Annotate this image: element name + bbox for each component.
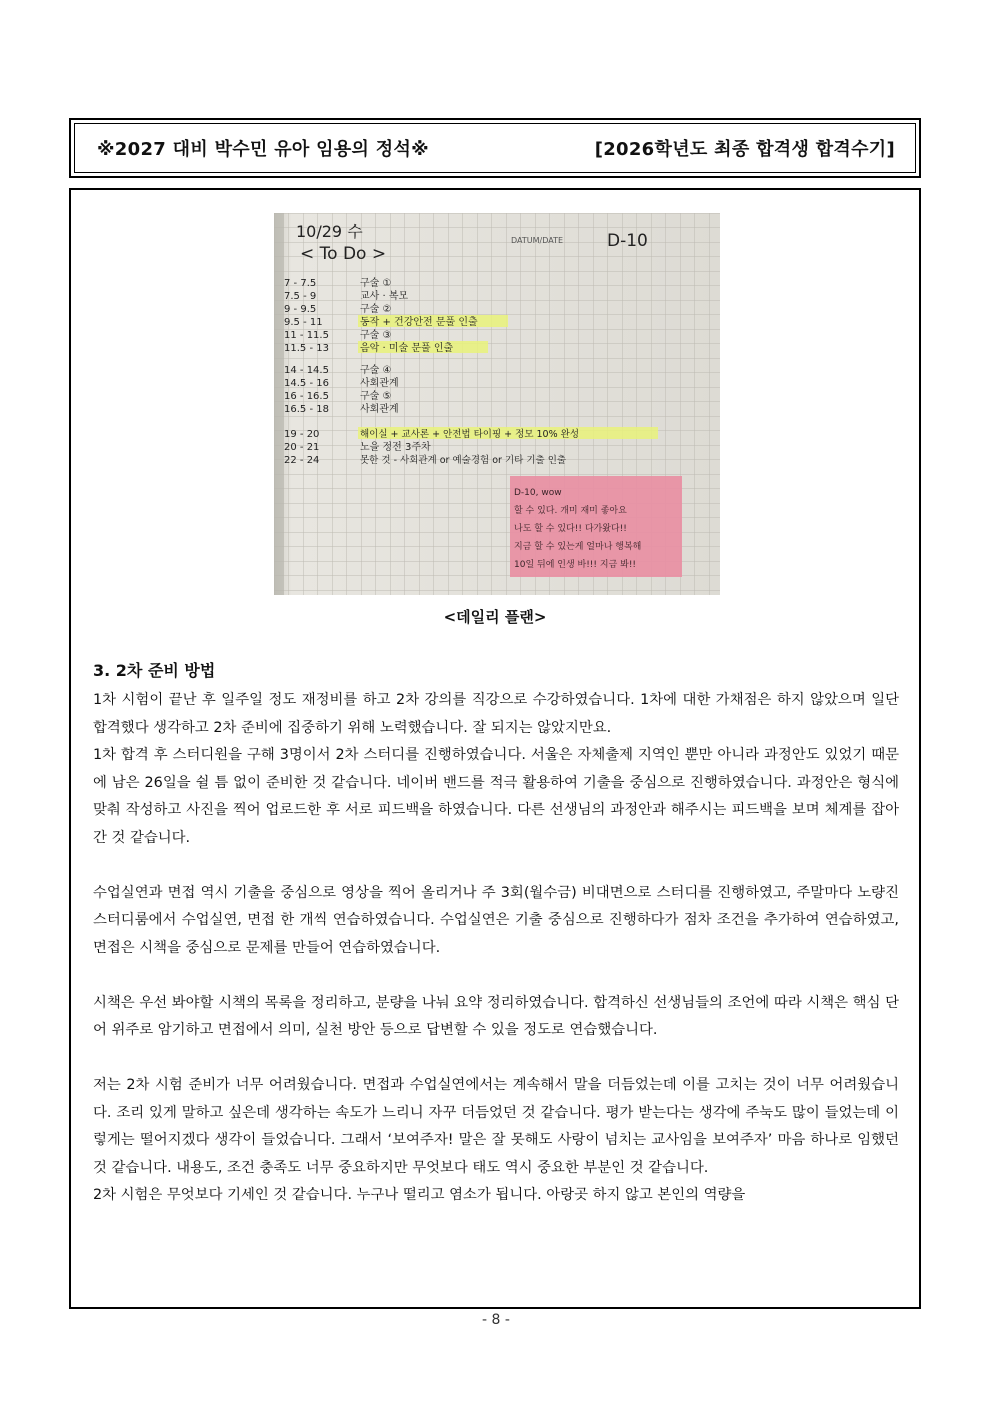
schedule-time: 20 - 21 bbox=[284, 442, 320, 453]
header-right-title: [2026학년도 최종 합격생 합격수기] bbox=[594, 139, 895, 160]
dday-label: D-10 bbox=[607, 231, 648, 251]
schedule-task: 구술 ⑤ bbox=[360, 391, 392, 402]
schedule-time: 11 - 11.5 bbox=[284, 330, 329, 341]
planner-notebook-image bbox=[274, 213, 720, 595]
schedule-time: 14.5 - 16 bbox=[284, 378, 329, 389]
schedule-task: 못한 것 - 사회관계 or 예술경험 or 기타 기출 인출 bbox=[360, 455, 567, 466]
header-left-title: ※2027 대비 박수민 유아 임용의 정석※ bbox=[97, 139, 429, 160]
schedule-time: 14 - 14.5 bbox=[284, 365, 329, 376]
paragraph-5: 저는 2차 시험 준비가 너무 어려웠습니다. 면접과 수업실연에서는 계속해서 말을 더듬었는데 이를 고치는 것이 너무 어려웠습니다. 조리 있게 말하고 싶은데 생각하는 속도가 느리니 자꾸 더듬었던 것 같습니다. 평가 받는다는 생각에 주눅도 많이 들었는데 이렇게는 떨어지겠다 생각이 들었습니다. 그래서 ‘보여주자! 말은 잘 못해도 사랑이 넘치는 교사임을 보여주자’ 마음 하나로 임했던 것 같습니다. 내용도, 조건 충족도 너무 중요하지만 무엇보다 태도 역시 중요한 부분인 것 같습니다. bbox=[93, 1077, 899, 1176]
notebook-edge bbox=[274, 213, 284, 595]
schedule-task: 구술 ③ bbox=[360, 330, 392, 341]
paragraph-2: 1차 합격 후 스터디원을 구해 3명이서 2차 스터디를 진행하였습니다. 서울은 자체출제 지역인 뿐만 아니라 과정안도 있었기 때문에 남은 26일을 쉴 틈 없이 준비한 것 같습니다. 네이버 밴드를 적극 활용하여 기출을 중심으로 진행하였습니다. 과정안은 형식에 맞춰 작성하고 사진을 찍어 업로드한 후 서로 피드백을 하였습니다. 다른 선생님의 과정안과 해주시는 피드백을 보며 체계를 잡아간 것 같습니다. bbox=[93, 747, 899, 846]
body-text bbox=[93, 687, 899, 1210]
schedule-time: 9 - 9.5 bbox=[284, 304, 317, 315]
page-number: - 8 - bbox=[482, 1312, 510, 1328]
daily-plan-photo bbox=[274, 213, 720, 595]
schedule-time: 19 - 20 bbox=[284, 429, 320, 440]
schedule-time: 7.5 - 9 bbox=[284, 291, 317, 302]
schedule-task: 구술 ④ bbox=[360, 365, 392, 376]
schedule-task: 사회관계 bbox=[360, 404, 399, 415]
header-inner-border bbox=[74, 123, 916, 173]
paragraph-3: 수업실연과 면접 역시 기출을 중심으로 영상을 찍어 올리거나 주 3회(월수금) 비대면으로 스터디를 진행하였고, 주말마다 노량진 스터디룸에서 수업실연, 면접 한 개씩 연습하였습니다. 수업실연은 기출 중심으로 진행하다가 점차 조건을 추가하여 연습하였고, 면접은 시책을 중심으로 문제를 만들어 연습하였습니다. bbox=[93, 884, 899, 956]
section-title: 3. 2차 준비 방법 bbox=[93, 661, 216, 680]
schedule-task: 사회관계 bbox=[360, 378, 399, 389]
content-box bbox=[69, 188, 921, 1309]
schedule-time: 22 - 24 bbox=[284, 455, 320, 466]
schedule-task: 음악 · 미술 문풀 인출 bbox=[360, 343, 454, 354]
sticky-note-line: 나도 할 수 있다!! 다가왔다!! bbox=[514, 524, 627, 534]
schedule-time: 11.5 - 13 bbox=[284, 343, 329, 354]
sticky-note-line: D-10, wow bbox=[514, 488, 562, 498]
paragraph-1: 1차 시험이 끝난 후 일주일 정도 재정비를 하고 2차 강의를 직강으로 수강하였습니다. 1차에 대한 가채점은 하지 않았으며 일단 합격했다 생각하고 2차 준비에 집중하기 위해 노력했습니다. 잘 되지는 않았지만요. bbox=[93, 692, 899, 736]
schedule-task: 동작 + 건강안전 문풀 인출 bbox=[360, 317, 478, 328]
schedule-time: 9.5 - 11 bbox=[284, 317, 323, 328]
schedule-task: 구술 ① bbox=[360, 278, 392, 289]
date-heading: 10/29 수 bbox=[296, 222, 363, 241]
sticky-note-line: 지금 할 수 있는게 얼마나 행복해 bbox=[514, 542, 642, 552]
schedule-task: 노을 정전 3주차 bbox=[360, 442, 431, 453]
paragraph-4: 시책은 우선 봐야할 시책의 목록을 정리하고, 분량을 나눠 요약 정리하였습니다. 합격하신 선생님들의 조언에 따라 시책은 핵심 단어 위주로 암기하고 면접에서 의미, 실천 방안 등으로 답변할 수 있을 정도로 연습했습니다. bbox=[93, 994, 899, 1038]
sticky-note-line: 할 수 있다. 개미 재미 좋아요 bbox=[514, 506, 627, 516]
schedule-task: 해이실 + 교사론 + 안전법 타이핑 + 정모 10% 완성 bbox=[360, 429, 580, 440]
schedule-time: 16 - 16.5 bbox=[284, 391, 329, 402]
schedule-time: 7 - 7.5 bbox=[284, 278, 317, 289]
paragraph-6: 2차 시험은 무엇보다 기세인 것 같습니다. 누구나 떨리고 염소가 됩니다. 아랑곳 하지 않고 본인의 역량을 bbox=[93, 1187, 746, 1203]
schedule-time: 16.5 - 18 bbox=[284, 404, 329, 415]
sticky-note-line: 10일 뒤에 인생 바!!! 지금 봐!! bbox=[514, 560, 637, 570]
image-caption: <데일리 플랜> bbox=[443, 608, 547, 626]
todo-title: < To Do > bbox=[300, 244, 387, 264]
schedule-task: 교사 · 복모 bbox=[360, 291, 409, 302]
schedule-task: 구술 ② bbox=[360, 304, 392, 315]
header-box bbox=[69, 118, 921, 178]
datum-label: DATUM/DATE bbox=[511, 236, 564, 245]
